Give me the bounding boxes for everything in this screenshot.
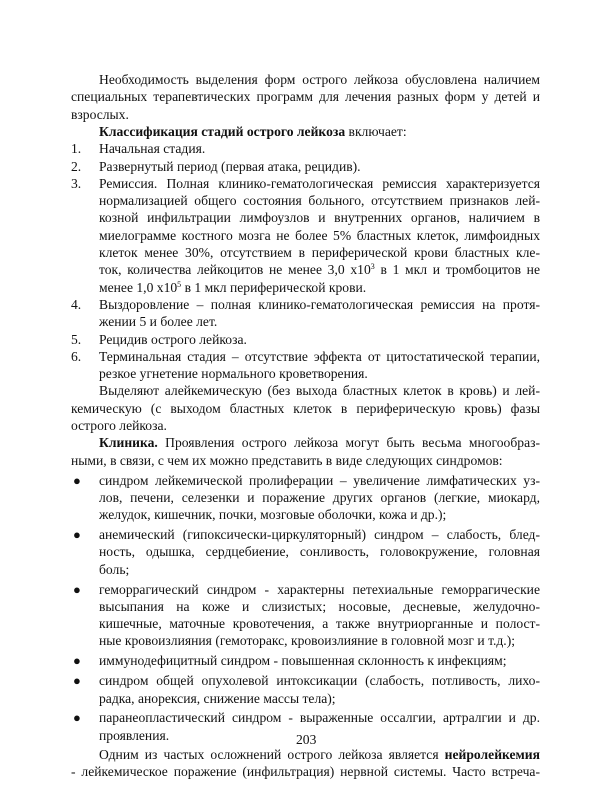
stage-number: 3. — [71, 175, 82, 191]
classification-heading: Классификация стадий острого лейкоза включает: — [99, 123, 407, 139]
syndrome-item-line: ные кровоизлияния (гемоторакс, кровоизлияние в головной мозг и т.д.); — [99, 633, 516, 649]
stage-item-line: Ремиссия. Полная клинико-гематологическая ремиссия характеризуется — [99, 175, 540, 191]
stage-item-line: менее 1,0 $x10^5$ в 1 мкл периферической крови. — [99, 279, 367, 295]
bullet-icon: ● — [73, 653, 81, 669]
syndrome-item-line: высыпания на коже и слизистых; носовые, десневые, желудочно- — [99, 598, 540, 614]
page-number: 203 — [296, 732, 317, 747]
syndrome-item-line: паранеопластический синдром - выраженные оссалгии, артралгии и др. — [99, 710, 540, 726]
syndrome-item-line: боль; — [99, 561, 130, 577]
syndrome-item-line: кишечные, маточные кровотечения, а также внутриорганные и полост- — [99, 616, 540, 632]
stage-item-line: нормализацией общего состояния больного, отсутствием признаков лей- — [99, 193, 540, 209]
bullet-icon: ● — [73, 581, 81, 597]
intro-paragraph-line: специальных терапевтических программ для лечения разных форм у детей и — [71, 89, 540, 105]
variants-paragraph-line: кемическую (с выходом бластных клеток в периферическую кровь) фазы — [71, 400, 540, 416]
variants-paragraph-line: острого лейкоза. — [71, 418, 167, 433]
stage-item-line: клеток менее 30%, отсутствием в периферической крови бластных кле- — [99, 245, 540, 260]
stage-number: 6. — [71, 348, 82, 364]
stage-number: 4. — [71, 296, 82, 312]
syndrome-item-line: геморрагический синдром - характерны петехиальные геморрагические — [99, 581, 540, 597]
clinic-paragraph-line: ными, в связи, с чем их можно представить в виде следующих синдромов: — [71, 452, 503, 468]
syndrome-item-line: желудок, кишечник, почки, мозговые оболочки, кожа и др.); — [99, 507, 447, 523]
final-paragraph-line: Одним из частых осложнений острого лейкоза является нейролейкемия — [99, 747, 540, 762]
stage-item-line: миелограмме костного мозга не более 5% бластных клеток, лимфоидных — [99, 227, 540, 243]
stage-item-line: козной инфильтрации лимфоузлов и внутренних органов, наличием в — [99, 210, 540, 226]
stage-item-line: резкое угнетение нормального кроветворения. — [99, 366, 368, 382]
syndrome-item-line: ность, одышка, сердцебиение, сонливость, головокружение, головная — [99, 544, 540, 560]
stage-item-line: ток, количества лейкоцитов не менее 3,0 $x10^3$ в 1 мкл и тромбоцитов не — [99, 262, 540, 278]
syndrome-item-line: проявления. — [99, 727, 170, 743]
final-paragraph-line: - лейкемическое поражение (инфильтрация) нервной системы. Часто встреча- — [71, 764, 540, 780]
syndrome-item-line: синдром общей опухолевой интоксикации (слабость, потливость, лихо- — [99, 673, 540, 689]
syndrome-item-line: иммунодефицитный синдром - повышенная склонность к инфекциям; — [99, 653, 507, 669]
stage-item-line: Выздоровление – полная клинико-гематологическая ремиссия на протя- — [99, 296, 540, 312]
intro-paragraph-line: Необходимость выделения форм острого лейкоза обусловлена наличием — [99, 72, 540, 87]
stage-number: 5. — [71, 331, 82, 347]
syndrome-item-line: анемический (гипоксически-циркуляторный) синдром – слабость, блед- — [99, 527, 540, 542]
bullet-icon: ● — [73, 472, 81, 488]
bold-term: Клиника. — [99, 435, 158, 451]
stage-number: 1. — [71, 141, 82, 157]
stage-item-line: Рецидив острого лейкоза. — [99, 331, 247, 347]
stage-item-line: Терминальная стадия – отсутствие эффекта от цитостатической терапии, — [99, 348, 540, 364]
syndrome-item-line: радка, анорексия, снижение массы тела); — [99, 690, 336, 706]
clinic-paragraph-line: Клиника. Проявления острого лейкоза могут быть весьма многообраз- — [99, 435, 540, 451]
bullet-icon: ● — [73, 710, 81, 726]
bullet-icon: ● — [73, 527, 81, 542]
syndrome-item-line: синдром лейкемической пролиферации – увеличение лимфатических уз- — [99, 472, 540, 488]
stage-item-line: Начальная стадия. — [99, 141, 206, 157]
intro-paragraph-line: взрослых. — [71, 106, 129, 122]
bold-term: нейролейкемия — [444, 747, 540, 762]
variants-paragraph-line: Выделяют алейкемическую (без выхода бластных клеток в кровь) и лей- — [99, 383, 540, 399]
syndrome-item-line: лов, печени, селезенки и поражение других органов (легкие, миокард, — [99, 489, 540, 505]
bold-term: Классификация стадий острого лейкоза — [99, 123, 346, 139]
stage-item-line: Развернутый период (первая атака, рецидив). — [99, 158, 361, 174]
stage-item-line: жении 5 и более лет. — [99, 314, 218, 330]
bullet-icon: ● — [73, 673, 81, 689]
stage-number: 2. — [71, 158, 82, 174]
